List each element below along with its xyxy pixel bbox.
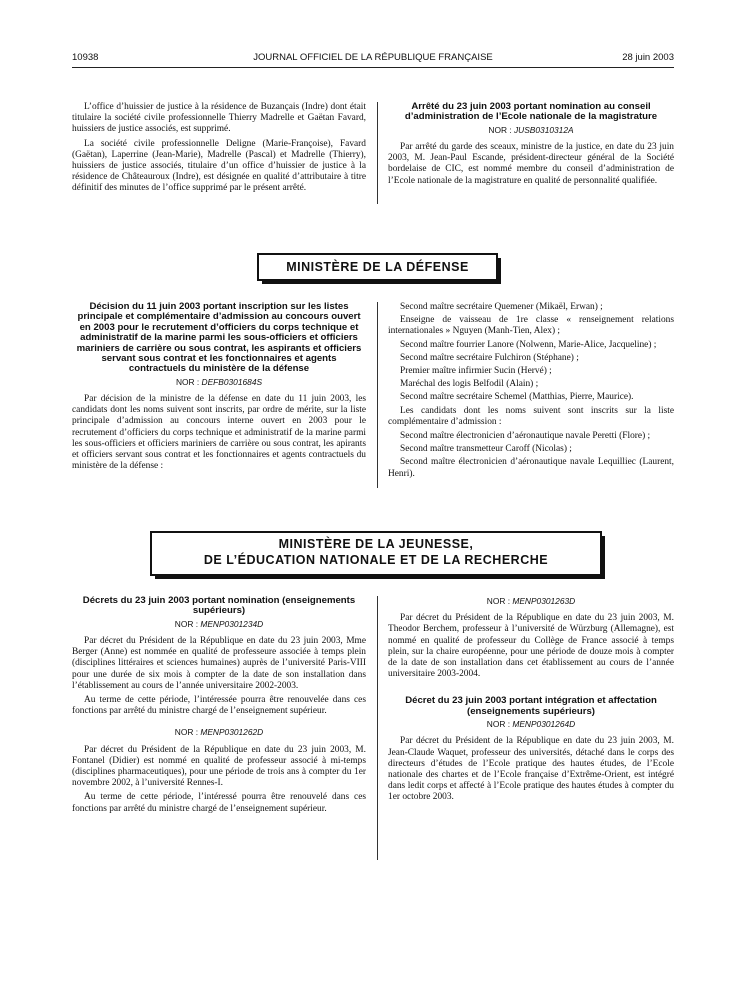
decision-title: Décision du 11 juin 2003 portant inscription sur les listes principale et complémentaire d’admission au concours ouvert en 2003 pour le recrutement d’officiers du corps technique et administratif de la marine parmi les sous-officiers et officiers mariniers de carrière ou sous contrat, les aspirants et officiers servant sous contrat et les fonctionnaires et agents contractuels du ministère de la défense [76,301,362,375]
list-item: Second maître transmetteur Caroff (Nicolas) ; [400,444,572,455]
paragraph: Par décision de la ministre de la défense en date du 11 juin 2003, les candidats dont les noms suivent sont inscrits, par ordre de mérite, sur la liste principale d’admission au concours interne ouvert en 2003 pour le recrutement d’officiers du corps technique et administratif de la marine parmi les sous-officiers et officiers mariniers de carrière ou sous contrat, les apirants et officiers servant sous contrat et les fonctionnaires et agents contractuels du ministère de la défense : [72,394,366,472]
nor-code: MENP0301264D [512,719,576,730]
top-right-column [388,102,674,190]
defense-right-column [388,302,674,482]
paragraph: La société civile professionnelle Deligne (Marie-Françoise), Favard (Gaëtan), Laperrine (Jean-Marie), Madrelle (Pascal) et Madrelle (Thierry), huissiers de justice associés, titulaire d’un office d’huissier de justice à la résidence de Châteauroux (Indre), est désignée en qualité d’attributaire à titre définitif des minutes de l’office supprimé par le présent arrêté. [72,138,366,194]
paragraph: Au terme de cette période, l’intéressée pourra être renouvelée dans ces fonctions par arrêté du ministre chargé de l’enseignement supérieur. [72,695,366,717]
paragraph: Par décret du Président de la République en date du 23 juin 2003, M. Jean-Claude Waquet, professeur des universités, détaché dans le corps des directeurs d’études de l’Ecole pratique des hautes études, de l’Ecole nationale des chartes et de l’Ecole française d’Extrême-Orient, est intégré dans ledit corps et affecté à l’Ecole pratique des hautes études à compter du 1er octobre 2003. [388,736,674,803]
list-item: Enseigne de vaisseau de 1re classe « renseignement relations internationales » Nguyen (Manh-Tien, Alex) ; [388,315,674,337]
education-left-column [72,596,366,818]
list-item: Maréchal des logis Belfodil (Alain) ; [400,379,539,390]
decree-title: Arrêté du 23 juin 2003 portant nomination au conseil d’administration de l’Ecole nationale de la magistrature [404,101,658,123]
nor-code: JUSB0310312A [513,124,574,135]
paragraph: Par décret du Président de la République en date du 23 juin 2003, M. Fontanel (Didier) est nommé en qualité de professeur associé à mi-temps (disciplines pharmaceutiques), pour une période de trois ans à compter du 1er novembre 2002, à l’université Rennes-I. [72,744,366,789]
ministry-heading-defense: MINISTÈRE DE LA DÉFENSE [257,253,498,281]
decree-title: Décrets du 23 juin 2003 portant nomination (enseignements supérieurs) [82,595,356,617]
nor-code: DEFB0301684S [201,376,263,387]
list-item: Second maître secrétaire Quemener (Mikaël, Erwan) ; [400,302,603,312]
top-left-column [72,102,366,198]
header-rule [72,67,674,68]
journal-title: JOURNAL OFFICIEL DE LA RÉPUBLIQUE FRANÇAISE [253,52,493,63]
nor-reference: NOR : DEFB0301684S [175,376,263,387]
paragraph: L’office d’huissier de justice à la résidence de Buzançais (Indre) dont était titulaire la société civile professionnelle Thierry Madrelle et Gaëtan Favard, huissiers de justice associés, est supprimé. [72,102,366,135]
nor-reference: NOR : MENP0301264D [486,719,576,730]
paragraph: Au terme de cette période, l’intéressé pourra être renouvelé dans ces fonctions par arrêté du ministre chargé de l’enseignement supérieur. [72,792,366,814]
nor-reference: NOR : MENP0301234D [174,618,264,629]
decree-title: Décret du 23 juin 2003 portant intégration et affectation (enseignements supérieurs) [405,695,657,717]
paragraph: Les candidats dont les noms suivent sont inscrits sur la liste complémentaire d’admission : [388,405,674,427]
nor-code: MENP0301234D [200,618,264,629]
nor-reference: NOR : JUSB0310312A [488,124,574,135]
list-item: Second maître secrétaire Fulchiron (Stéphane) ; [400,352,579,363]
paragraph: Par décret du Président de la République en date du 23 juin 2003, Mme Berger (Anne) est nommée en qualité de professeure associée à temps plein (disciplines littéraires et sciences humaines) auprès de l’université Paris-VIII pour une durée de six mois à compter de la date de son installation dans l’établissement au cours de l’année universitaire 2002-2003. [72,636,366,691]
list-item: Second maître électronicien d’aéronautique navale Peretti (Flore) ; [400,431,651,442]
column-divider [377,596,378,860]
defense-left-column [72,302,366,475]
ministry-heading-education: MINISTÈRE DE LA JEUNESSE, DE L’ÉDUCATION NATIONALE ET DE LA RECHERCHE [150,531,602,576]
paragraph: Par décret du Président de la République en date du 23 juin 2003, M. Theodor Berchem, professeur à l’université de Würzburg (Allemagne), est nommé en qualité de professeur du Collège de France associé à temps plein, sur la chaire européenne, pour une période de douze mois à compter de la date de son installation dans cet établissement au cours de l’année universitaire 2003-2004. [388,613,674,680]
column-divider [377,302,378,488]
list-item: Premier maître infirmier Sucin (Hervé) ; [400,366,552,377]
list-item: Second maître fourrier Lanore (Nolwenn, Marie-Alice, Jacqueline) ; [400,339,657,350]
nor-code: MENP0301263D [512,596,576,606]
education-right-column [388,596,674,807]
paragraph: Par arrêté du garde des sceaux, ministre de la justice, en date du 23 juin 2003, M. Jean-Paul Escande, président-directeur général de la Société bordelaise de CIC, est nommé membre du conseil d’administration de l’Ecole nationale de la magistrature en qualité de personnalité qualifiée. [388,142,674,186]
issue-date: 28 juin 2003 [622,52,674,63]
nor-reference: NOR : MENP0301262D [174,727,264,738]
list-item: Second maître électronicien d’aéronautique navale Lequilliec (Laurent, Henri). [388,457,674,479]
list-item: Second maître secrétaire Schemel (Matthias, Pierre, Maurice). [400,392,634,403]
nor-reference: NOR : MENP0301263D [486,596,576,606]
column-divider [377,102,378,204]
nor-code: MENP0301262D [200,727,264,738]
running-header [72,52,674,66]
page-number: 10938 [72,52,99,63]
